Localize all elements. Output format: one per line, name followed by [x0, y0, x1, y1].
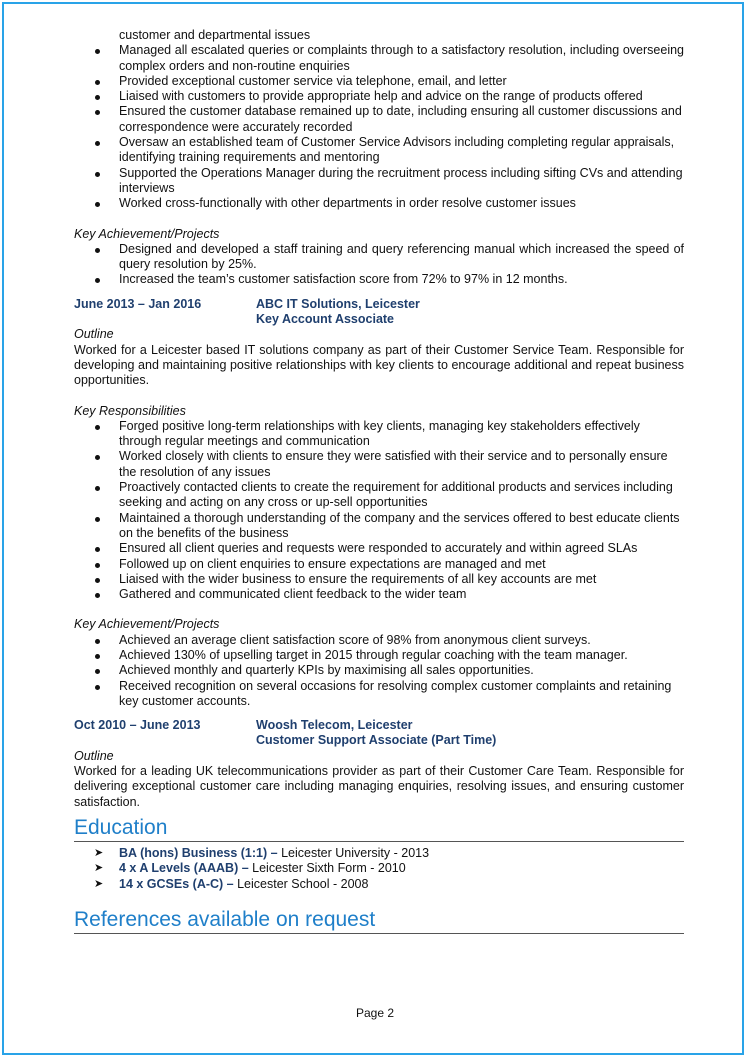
job2-outline-text: Worked for a Leicester based IT solutions company as part of their Customer Service Team. Responsible for developing and maintaining positive relationships with key clients to encourage additional and repeat business opportunities. [74, 342, 684, 388]
job2-achievements-heading: Key Achievement/Projects [74, 617, 220, 632]
arrow-bullet-icon: ➤ [94, 862, 104, 875]
arrow-bullet-icon: ➤ [94, 877, 104, 890]
page-number: Page 2 [355, 1006, 395, 1020]
list-item: Ensured all client queries and requests were responded to accurately and within agreed SLAs [74, 541, 684, 556]
list-item: Gathered and communicated client feedback to the wider team [74, 587, 684, 602]
list-item: ➤ 4 x A Levels (AAAB) – Leicester Sixth Form - 2010 [94, 861, 406, 876]
bullet-icon [95, 669, 100, 674]
job2-header [74, 297, 684, 328]
references-heading: References available on request [74, 908, 684, 934]
job2-responsibilities-heading: Key Responsibilities [74, 403, 186, 418]
list-item: Worked cross-functionally with other departments in order resolve customer issues [74, 196, 684, 211]
job1-achievements-heading: Key Achievement/Projects [74, 226, 220, 241]
job3-company: Woosh Telecom, Leicester [256, 718, 413, 733]
job2-outline-heading: Outline [74, 327, 114, 342]
job2-company: ABC IT Solutions, Leicester [256, 296, 420, 311]
list-item: Achieved an average client satisfaction score of 98% from anonymous client surveys. [74, 633, 684, 648]
job3-role: Customer Support Associate (Part Time) [256, 733, 497, 748]
job2-achievements-list [74, 633, 684, 709]
list-item: Provided exceptional customer service via telephone, email, and letter [74, 74, 684, 89]
job3-header [74, 718, 684, 749]
job3-outline-text: Worked for a leading UK telecommunications provider as part of their Customer Care Team. Responsible for delivering exceptional customer care including managing enquiries, resolving issues, and ensuring customer satisfaction. [74, 764, 684, 809]
list-item: Worked closely with clients to ensure they were satisfied with their service and to personally ensure the resolution of any issues [74, 449, 684, 480]
job1-achievements-list [74, 242, 684, 288]
list-item: Achieved 130% of upselling target in 2015 through regular coaching with the team manager. [74, 648, 684, 663]
list-item: Managed all escalated queries or complaints through to a satisfactory resolution, including overseeing complex orders and non-routine enquiries [74, 43, 684, 74]
education-heading: Education [74, 816, 684, 842]
bullet-icon [95, 685, 100, 690]
job2-org [256, 297, 420, 328]
list-item: Received recognition on several occasions for resolving complex customer complaints and retaining key customer accounts. [74, 679, 684, 710]
bullet-icon [95, 141, 100, 146]
bullet-icon [95, 578, 100, 583]
bullet-icon [95, 95, 100, 100]
job3-org [256, 718, 496, 749]
bullet-icon [95, 547, 100, 552]
continued-bullet-text: customer and departmental issues [119, 28, 311, 42]
bullet-icon [95, 110, 100, 115]
job3-outline-heading: Outline [74, 748, 114, 763]
list-item: Supported the Operations Manager during the recruitment process including sifting CVs and attending interviews [74, 166, 684, 197]
bullet-icon [95, 486, 100, 491]
resume-page [2, 2, 744, 1055]
list-item: Forged positive long-term relationships with key clients, managing key stakeholders effectively through regular meetings and communication [74, 419, 684, 450]
list-item: Designed and developed a staff training and query referencing manual which increased the speed of query resolution by 25%. [74, 242, 684, 273]
bullet-icon [95, 80, 100, 85]
list-item: Liaised with the wider business to ensure the requirements of all key accounts are met [74, 572, 684, 587]
bullet-icon [95, 455, 100, 460]
bullet-icon [95, 278, 100, 283]
job2-responsibilities-list [74, 419, 684, 603]
bullet-icon [95, 425, 100, 430]
list-item: Increased the team’s customer satisfaction score from 72% to 97% in 12 months. [74, 272, 684, 287]
bullet-icon [95, 593, 100, 598]
job1-responsibilities-list [74, 43, 684, 211]
list-item: Maintained a thorough understanding of the company and the services offered to best educate clients on the benefits of the business [74, 511, 684, 542]
bullet-icon [95, 248, 100, 253]
list-item: ➤ BA (hons) Business (1:1) – Leicester University - 2013 [94, 845, 430, 860]
list-item: Liaised with customers to provide appropriate help and advice on the range of products offered [74, 89, 684, 104]
resume-content [74, 28, 684, 934]
bullet-icon [95, 654, 100, 659]
list-item: Followed up on client enquiries to ensure expectations are managed and met [74, 557, 684, 572]
bullet-icon [95, 563, 100, 568]
job3-dates: Oct 2010 – June 2013 [74, 718, 201, 733]
list-item: Achieved monthly and quarterly KPIs by maximising all sales opportunities. [74, 663, 684, 678]
job2-dates: June 2013 – Jan 2016 [74, 296, 202, 311]
bullet-icon [95, 172, 100, 177]
list-item: Ensured the customer database remained up to date, including ensuring all customer discussions and correspondence were accurately recorded [74, 104, 684, 135]
education-list [74, 846, 684, 892]
bullet-icon [95, 49, 100, 54]
job2-role: Key Account Associate [256, 312, 395, 327]
arrow-bullet-icon: ➤ [94, 846, 104, 859]
list-item: Oversaw an established team of Customer Service Advisors including completing regular appraisals, identifying training requirements and mentoring [74, 135, 684, 166]
bullet-icon [95, 639, 100, 644]
list-item: ➤ 14 x GCSEs (A-C) – Leicester School - 2008 [94, 876, 369, 891]
list-item: Proactively contacted clients to create the requirement for additional products and services including seeking and acting on any cross or up-sell opportunities [74, 480, 684, 511]
bullet-icon [95, 202, 100, 207]
bullet-icon [95, 517, 100, 522]
